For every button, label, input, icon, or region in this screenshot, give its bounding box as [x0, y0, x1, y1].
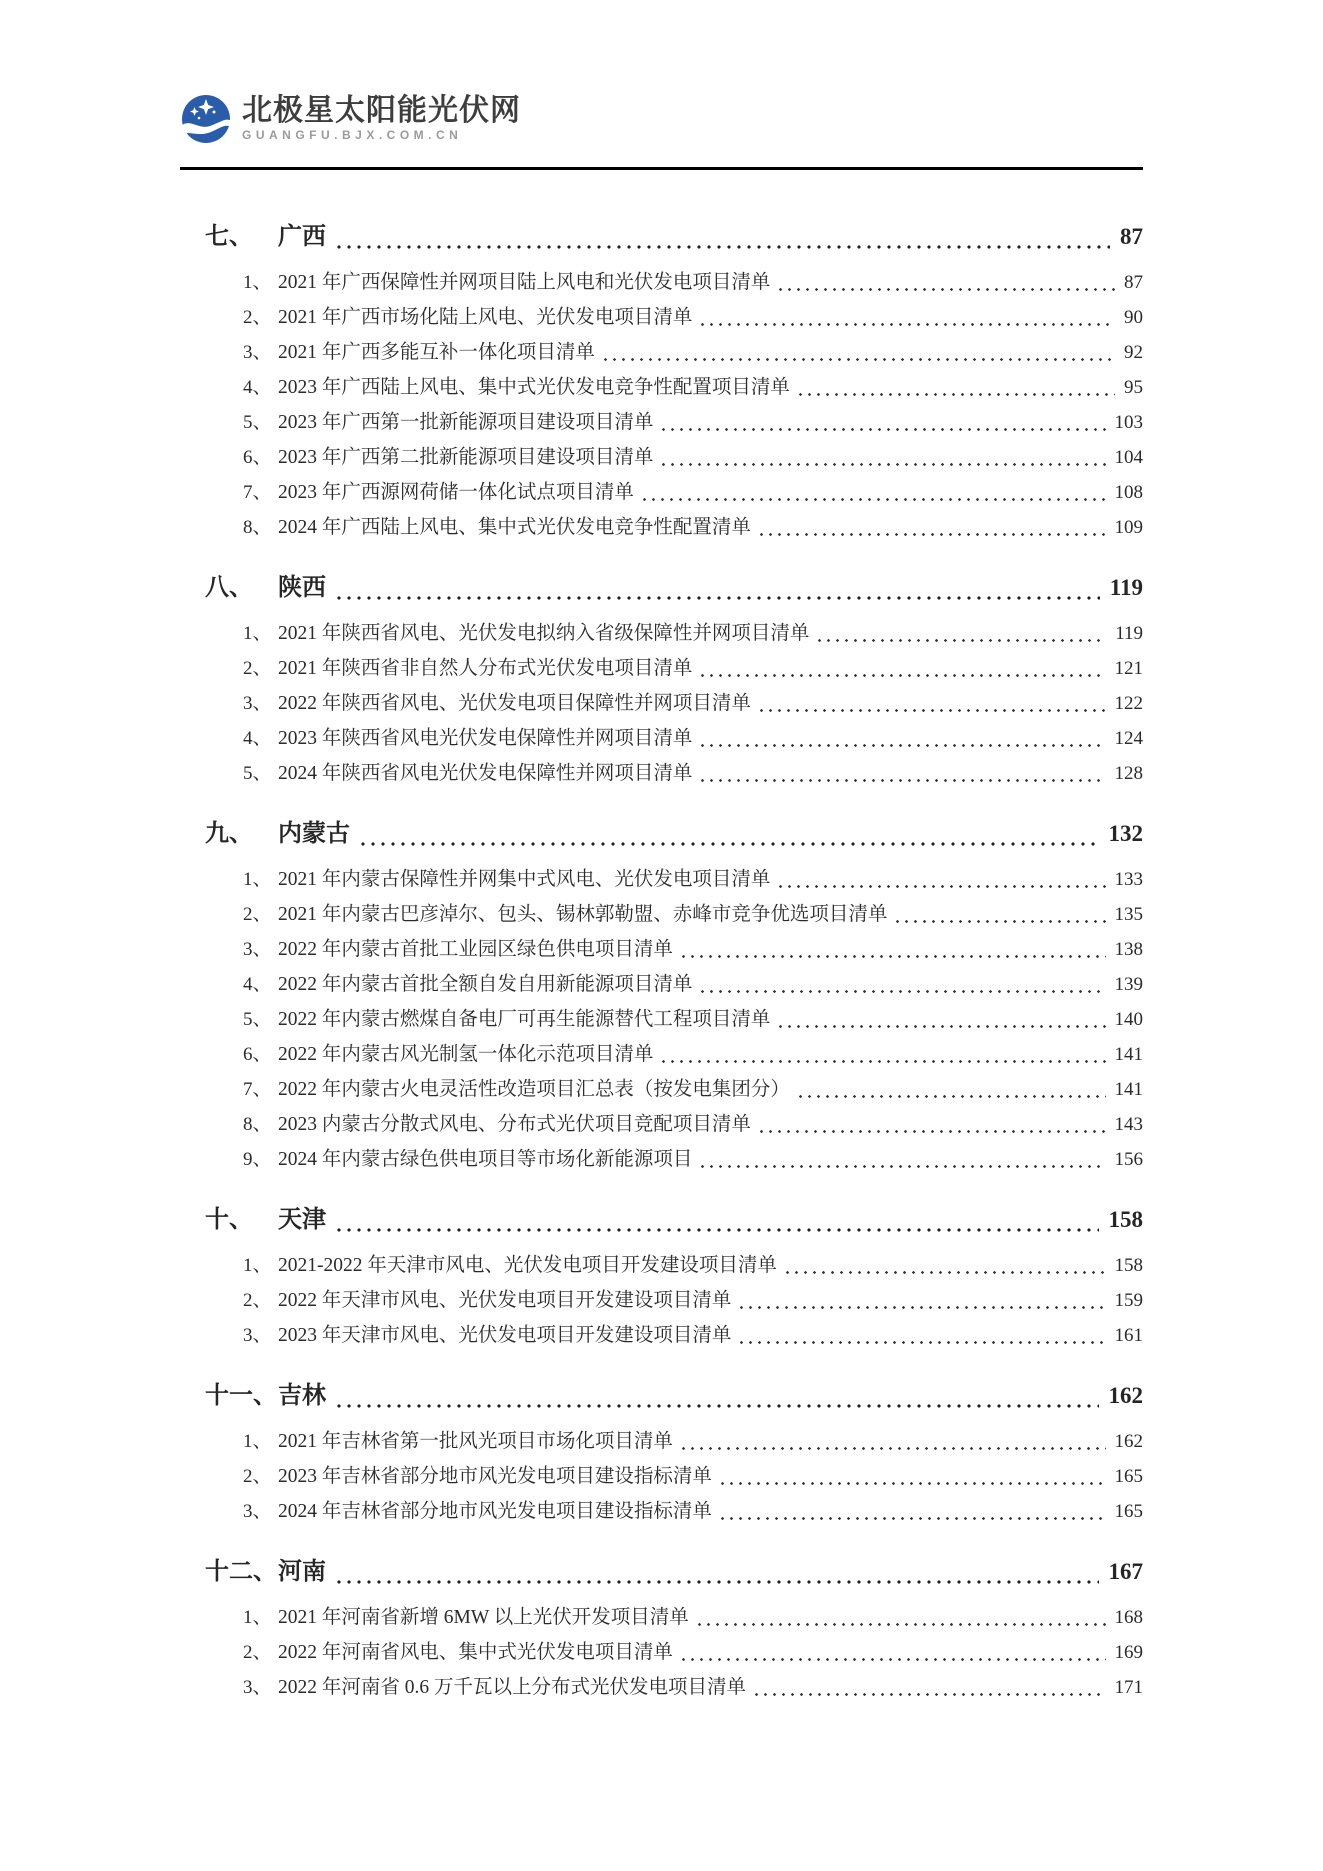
toc-entry-title: 2022 年天津市风电、光伏发电项目开发建设项目清单	[278, 1290, 732, 1311]
toc-section-title: 吉林	[278, 1383, 326, 1409]
toc-entry-page: 162	[1114, 1431, 1143, 1452]
toc-entry-title: 2021 年广西保障性并网项目陆上风电和光伏发电项目清单	[278, 272, 771, 293]
logo-url: GUANGFU.BJX.COM.CN	[242, 128, 463, 142]
toc-entry-title: 2021 年内蒙古保障性并网集中式风电、光伏发电项目清单	[278, 869, 771, 890]
toc-section-heading[interactable]	[180, 1373, 1143, 1419]
toc-dot-leader	[358, 811, 1099, 857]
toc-section-number: 七、	[205, 224, 253, 250]
toc-entry-title: 2023 年广西第二批新能源项目建设项目清单	[278, 447, 654, 468]
toc-entry-title: 2022 年河南省风电、集中式光伏发电项目清单	[278, 1642, 673, 1663]
toc-entry-number: 3、	[243, 1501, 272, 1522]
toc-entry[interactable]	[180, 1283, 1143, 1318]
toc-entry-number: 1、	[243, 272, 272, 293]
toc-entry-page: 156	[1114, 1149, 1143, 1170]
toc-entry-number: 8、	[243, 517, 272, 538]
toc-section-heading[interactable]	[180, 811, 1143, 857]
toc-entry[interactable]	[180, 1002, 1143, 1037]
toc-entry-page: 169	[1114, 1642, 1143, 1663]
toc-dot-leader	[334, 1373, 1099, 1419]
toc-entry-number: 3、	[243, 939, 272, 960]
toc-entry[interactable]	[180, 475, 1143, 510]
toc-dot-leader	[659, 440, 1105, 475]
toc-entry-title: 2021 年河南省新增 6MW 以上光伏开发项目清单	[278, 1607, 689, 1628]
toc-entry-number: 2、	[243, 1642, 272, 1663]
toc-entry[interactable]	[180, 1494, 1143, 1529]
toc-entry-title: 2023 年广西陆上风电、集中式光伏发电竞争性配置项目清单	[278, 377, 790, 398]
toc-entry-title: 2022 年内蒙古火电灵活性改造项目汇总表（按发电集团分）	[278, 1079, 790, 1100]
toc-entry[interactable]	[180, 335, 1143, 370]
toc-entry-title: 2023 年吉林省部分地市风光发电项目建设指标清单	[278, 1466, 712, 1487]
toc-entry-number: 2、	[243, 904, 272, 925]
toc-entry-title: 2023 年广西第一批新能源项目建设项目清单	[278, 412, 654, 433]
toc-entry[interactable]	[180, 370, 1143, 405]
toc-dot-leader	[776, 265, 1115, 300]
toc-entry-page: 90	[1124, 307, 1143, 328]
toc-dot-leader	[783, 1248, 1106, 1283]
toc-section-number: 十二、	[205, 1559, 277, 1585]
toc-entry-page: 133	[1114, 869, 1143, 890]
toc-entry-page: 165	[1114, 1466, 1143, 1487]
toc-entry[interactable]	[180, 1037, 1143, 1072]
toc-entry-page: 158	[1114, 1255, 1143, 1276]
toc-dot-leader	[893, 897, 1105, 932]
toc-entry-number: 2、	[243, 658, 272, 679]
toc-entry[interactable]	[180, 721, 1143, 756]
toc-entry-page: 103	[1114, 412, 1143, 433]
toc-dot-leader	[796, 370, 1115, 405]
toc-dot-leader	[601, 335, 1115, 370]
toc-entry[interactable]	[180, 1424, 1143, 1459]
toc-entry[interactable]	[180, 405, 1143, 440]
toc	[180, 170, 1143, 1705]
toc-entry-page: 124	[1114, 728, 1143, 749]
toc-entry-title: 2022 年内蒙古首批全额自发自用新能源项目清单	[278, 974, 693, 995]
toc-entry-page: 143	[1114, 1114, 1143, 1135]
toc-entry-number: 4、	[243, 377, 272, 398]
toc-entry-title: 2023 年天津市风电、光伏发电项目开发建设项目清单	[278, 1325, 732, 1346]
toc-entry-title: 2021 年吉林省第一批风光项目市场化项目清单	[278, 1431, 673, 1452]
toc-entry-title: 2022 年内蒙古风光制氢一体化示范项目清单	[278, 1044, 654, 1065]
toc-entry[interactable]	[180, 1072, 1143, 1107]
toc-entry-number: 6、	[243, 1044, 272, 1065]
toc-entry-number: 7、	[243, 482, 272, 503]
toc-dot-leader	[796, 1072, 1106, 1107]
toc-dot-leader	[659, 405, 1105, 440]
toc-dot-leader	[698, 651, 1105, 686]
toc-dot-leader	[752, 1670, 1105, 1705]
toc-entry-page: 171	[1114, 1677, 1143, 1698]
toc-entry-title: 2021 年内蒙古巴彦淖尔、包头、锡林郭勒盟、赤峰市竞争优选项目清单	[278, 904, 888, 925]
toc-dot-leader	[640, 475, 1106, 510]
toc-entry-page: 165	[1114, 1501, 1143, 1522]
page-header	[180, 0, 1143, 170]
toc-dot-leader	[679, 1635, 1106, 1670]
toc-section-number: 十一、	[205, 1383, 277, 1409]
toc-entry[interactable]	[180, 1635, 1143, 1670]
toc-section-number: 八、	[205, 575, 253, 601]
toc-dot-leader	[695, 1600, 1106, 1635]
toc-section-page: 162	[1108, 1383, 1143, 1408]
toc-entry[interactable]	[180, 1107, 1143, 1142]
toc-dot-leader	[718, 1459, 1106, 1494]
toc-entry-title: 2022 年河南省 0.6 万千瓦以上分布式光伏发电项目清单	[278, 1677, 747, 1698]
toc-entry[interactable]	[180, 1142, 1143, 1177]
toc-dot-leader	[659, 1037, 1105, 1072]
toc-entry-title: 2021 年广西多能互补一体化项目清单	[278, 342, 595, 363]
toc-section-title: 内蒙古	[278, 821, 350, 847]
toc-entry-number: 3、	[243, 342, 272, 363]
logo-text	[242, 95, 521, 143]
toc-entry-page: 141	[1114, 1044, 1143, 1065]
toc-entry[interactable]	[180, 265, 1143, 300]
toc-dot-leader	[737, 1283, 1105, 1318]
toc-entry-page: 87	[1124, 272, 1143, 293]
toc-section-page: 87	[1120, 224, 1143, 249]
toc-entry-number: 7、	[243, 1079, 272, 1100]
toc-entry-page: 122	[1114, 693, 1143, 714]
toc-entry-number: 3、	[243, 1325, 272, 1346]
toc-section-title: 陕西	[278, 575, 326, 601]
toc-section-page: 158	[1108, 1207, 1143, 1232]
toc-entry[interactable]	[180, 897, 1143, 932]
toc-entry-number: 9、	[243, 1149, 272, 1170]
toc-entry-title: 2022 年内蒙古首批工业园区绿色供电项目清单	[278, 939, 673, 960]
toc-dot-leader	[698, 1142, 1105, 1177]
toc-section-title: 广西	[278, 224, 326, 250]
toc-section-heading[interactable]	[180, 214, 1143, 260]
toc-entry-page: 119	[1115, 623, 1143, 644]
toc-entry-title: 2021 年陕西省风电、光伏发电拟纳入省级保障性并网项目清单	[278, 623, 810, 644]
toc-entry[interactable]	[180, 440, 1143, 475]
toc-dot-leader	[698, 300, 1115, 335]
toc-section-title: 河南	[278, 1559, 326, 1585]
toc-entry-number: 8、	[243, 1114, 272, 1135]
toc-section-heading[interactable]	[180, 1549, 1143, 1595]
toc-entry[interactable]	[180, 932, 1143, 967]
toc-entry-number: 4、	[243, 974, 272, 995]
toc-entry[interactable]	[180, 300, 1143, 335]
toc-entry-page: 138	[1114, 939, 1143, 960]
toc-section-heading[interactable]	[180, 565, 1143, 611]
toc-entry-title: 2021 年广西市场化陆上风电、光伏发电项目清单	[278, 307, 693, 328]
toc-entry[interactable]	[180, 1318, 1143, 1353]
toc-entry-number: 3、	[243, 1677, 272, 1698]
toc-entry[interactable]	[180, 1670, 1143, 1705]
toc-entry-number: 1、	[243, 1607, 272, 1628]
toc-entry-number: 1、	[243, 869, 272, 890]
toc-entry[interactable]	[180, 686, 1143, 721]
toc-entry-title: 2024 年陕西省风电光伏发电保障性并网项目清单	[278, 763, 693, 784]
toc-entry[interactable]	[180, 1248, 1143, 1283]
toc-dot-leader	[757, 1107, 1106, 1142]
toc-entry-number: 5、	[243, 1009, 272, 1030]
toc-entry-number: 4、	[243, 728, 272, 749]
toc-entry-number: 2、	[243, 1290, 272, 1311]
toc-section-page: 132	[1108, 821, 1143, 846]
toc-entry[interactable]	[180, 1459, 1143, 1494]
toc-entry-page: 104	[1114, 447, 1143, 468]
toc-entry[interactable]	[180, 967, 1143, 1002]
toc-entry-title: 2023 年广西源网荷储一体化试点项目清单	[278, 482, 634, 503]
toc-dot-leader	[334, 214, 1110, 260]
toc-dot-leader	[815, 616, 1106, 651]
toc-entry-page: 95	[1124, 377, 1143, 398]
toc-entry-number: 2、	[243, 307, 272, 328]
toc-entry-page: 140	[1114, 1009, 1143, 1030]
toc-entry-page: 92	[1124, 342, 1143, 363]
toc-entry-title: 2022 年陕西省风电、光伏发电项目保障性并网项目清单	[278, 693, 751, 714]
toc-dot-leader	[698, 756, 1105, 791]
toc-section-number: 十、	[205, 1207, 253, 1233]
toc-entry-number: 1、	[243, 623, 272, 644]
polaris-star-logo-icon	[180, 93, 232, 145]
toc-entry-page: 121	[1114, 658, 1143, 679]
toc-entry-page: 128	[1114, 763, 1143, 784]
toc-dot-leader	[679, 932, 1106, 967]
toc-dot-leader	[698, 721, 1105, 756]
logo-title: 北极星太阳能光伏网	[242, 94, 521, 127]
toc-entry-title: 2023 年陕西省风电光伏发电保障性并网项目清单	[278, 728, 693, 749]
logo	[180, 92, 1143, 146]
toc-entry[interactable]	[180, 510, 1143, 545]
toc-entry-page: 161	[1114, 1325, 1143, 1346]
toc-dot-leader	[757, 510, 1106, 545]
toc-entry-page: 139	[1114, 974, 1143, 995]
toc-section-heading[interactable]	[180, 1197, 1143, 1243]
toc-entry-number: 2、	[243, 1466, 272, 1487]
toc-entry-title: 2023 内蒙古分散式风电、分布式光伏项目竞配项目清单	[278, 1114, 751, 1135]
toc-dot-leader	[698, 967, 1105, 1002]
toc-entry-title: 2024 年广西陆上风电、集中式光伏发电竞争性配置清单	[278, 517, 751, 538]
toc-section-title: 天津	[278, 1207, 326, 1233]
toc-entry-page: 141	[1114, 1079, 1143, 1100]
toc-entry-title: 2024 年吉林省部分地市风光发电项目建设指标清单	[278, 1501, 712, 1522]
toc-entry[interactable]	[180, 616, 1143, 651]
toc-section-number: 九、	[205, 821, 253, 847]
toc-dot-leader	[334, 1549, 1099, 1595]
toc-dot-leader	[718, 1494, 1106, 1529]
toc-entry-number: 3、	[243, 693, 272, 714]
toc-entry-number: 1、	[243, 1255, 272, 1276]
toc-entry-page: 159	[1114, 1290, 1143, 1311]
toc-entry-number: 5、	[243, 763, 272, 784]
toc-entry-page: 168	[1114, 1607, 1143, 1628]
toc-dot-leader	[757, 686, 1106, 721]
toc-entry-page: 109	[1114, 517, 1143, 538]
toc-entry-title: 2021 年陕西省非自然人分布式光伏发电项目清单	[278, 658, 693, 679]
toc-entry-title: 2022 年内蒙古燃煤自备电厂可再生能源替代工程项目清单	[278, 1009, 771, 1030]
toc-dot-leader	[334, 565, 1100, 611]
toc-entry[interactable]	[180, 651, 1143, 686]
toc-section-page: 119	[1109, 575, 1143, 600]
toc-entry-page: 135	[1114, 904, 1143, 925]
toc-entry-number: 1、	[243, 1431, 272, 1452]
toc-section-page: 167	[1108, 1559, 1143, 1584]
toc-dot-leader	[334, 1197, 1099, 1243]
toc-entry-number: 5、	[243, 412, 272, 433]
toc-dot-leader	[679, 1424, 1106, 1459]
toc-entry-title: 2024 年内蒙古绿色供电项目等市场化新能源项目	[278, 1149, 693, 1170]
toc-entry[interactable]	[180, 756, 1143, 791]
toc-entry-title: 2021-2022 年天津市风电、光伏发电项目开发建设项目清单	[278, 1255, 777, 1276]
toc-dot-leader	[776, 1002, 1105, 1037]
toc-dot-leader	[776, 862, 1105, 897]
toc-entry-page: 108	[1114, 482, 1143, 503]
toc-entry[interactable]	[180, 1600, 1143, 1635]
toc-entry[interactable]	[180, 862, 1143, 897]
toc-dot-leader	[737, 1318, 1105, 1353]
toc-entry-number: 6、	[243, 447, 272, 468]
